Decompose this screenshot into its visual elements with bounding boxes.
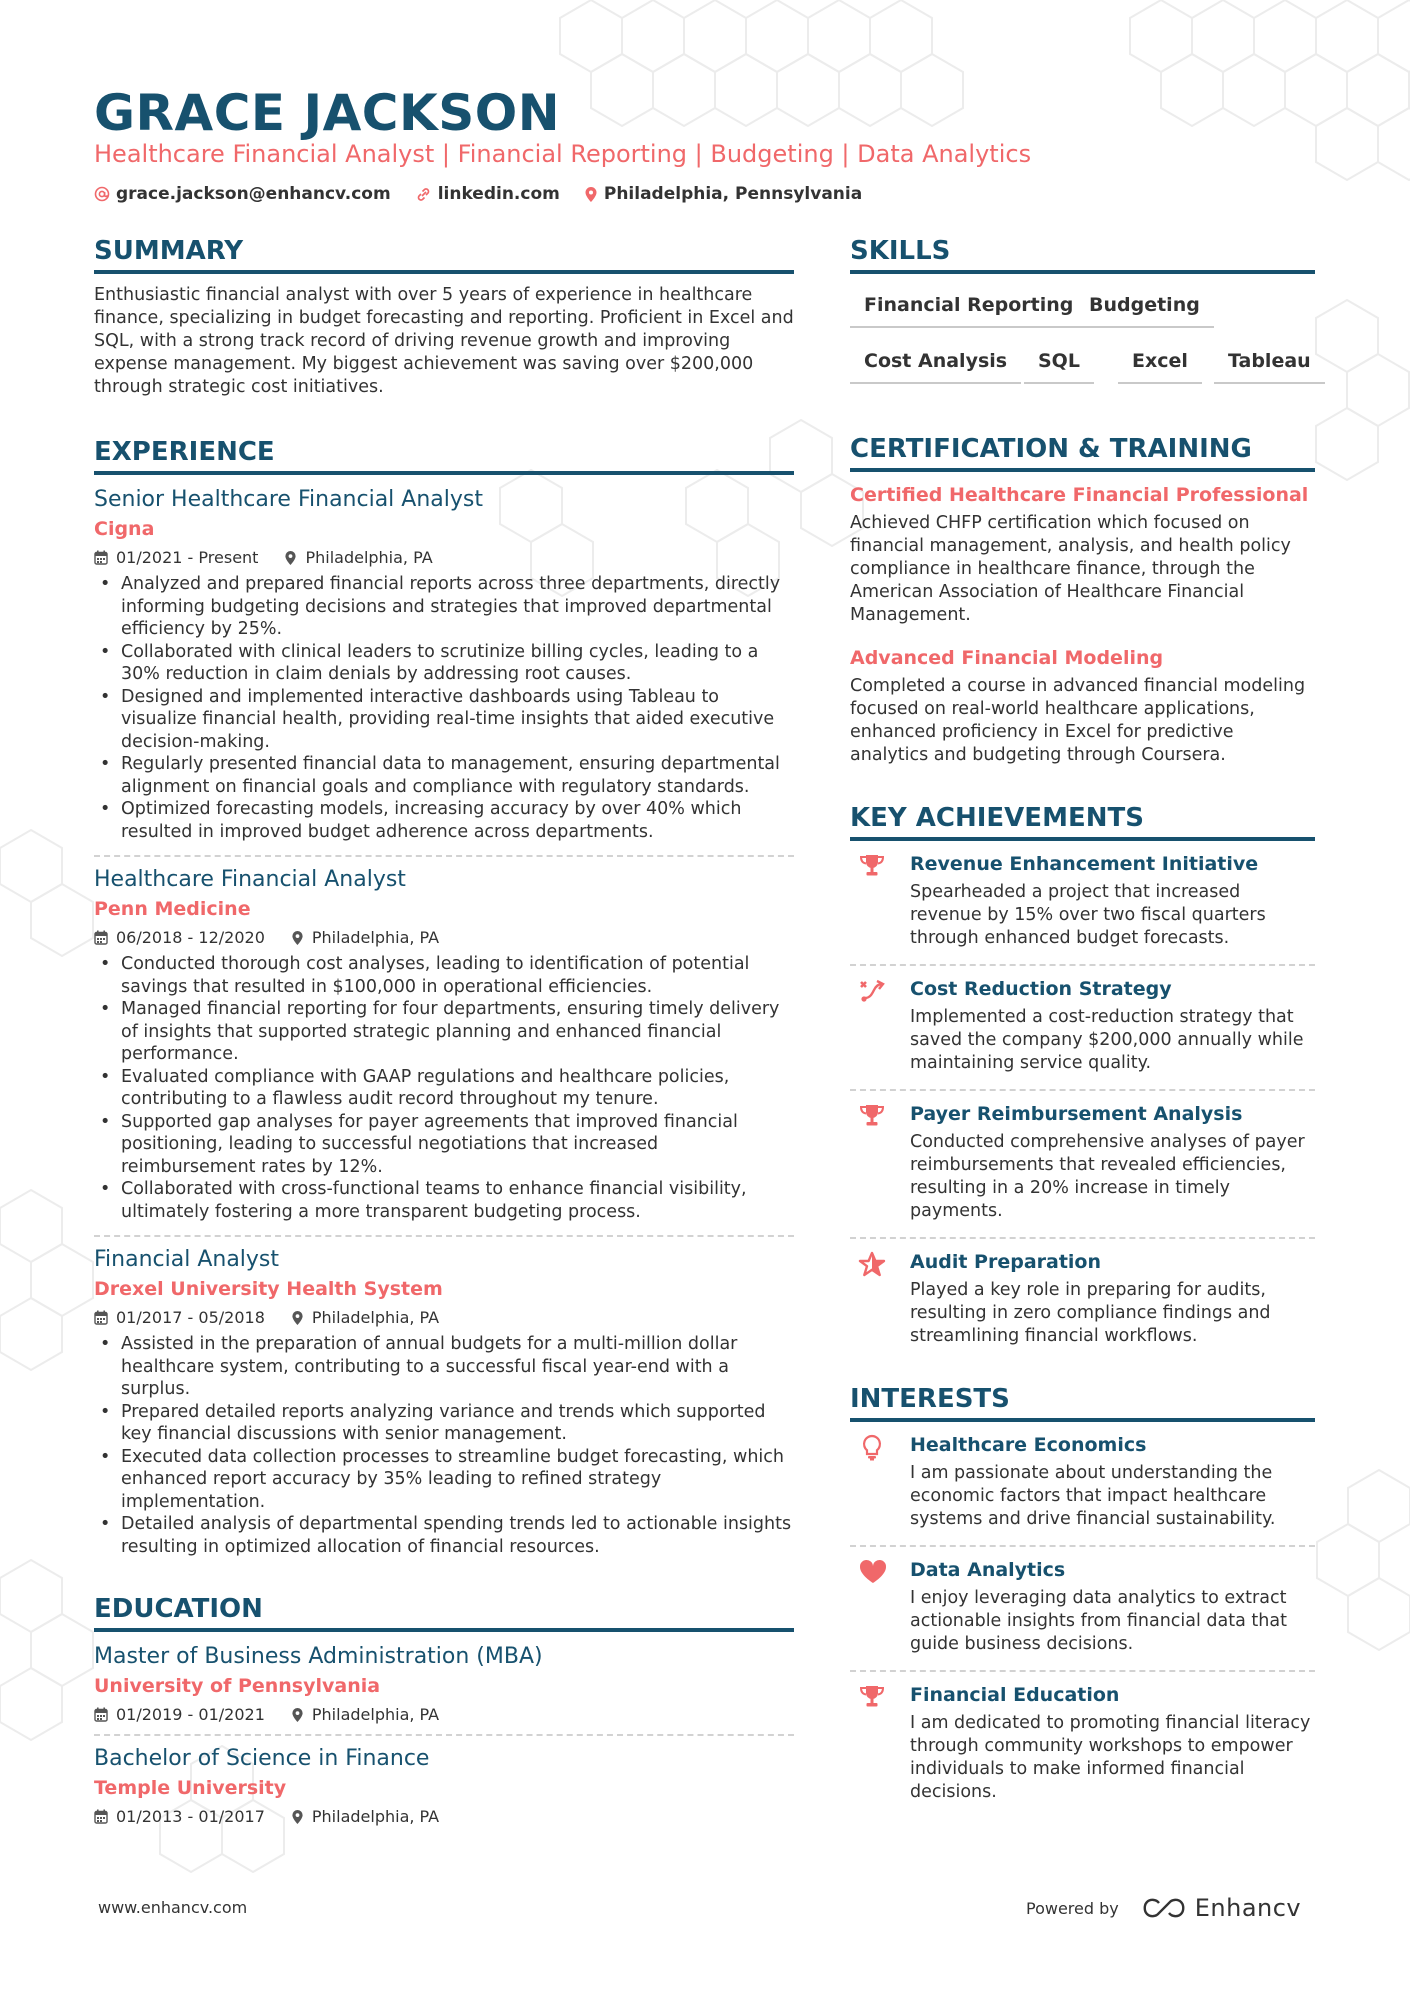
interest-title: Financial Education (910, 1684, 1120, 1706)
education-location: Philadelphia, PA (311, 1807, 440, 1826)
interest-item (850, 1559, 1315, 1656)
list-item: • Assisted in the preparation of annual budgets for a multi-million dollar healthcare system, contributing to a successful fiscal year-end with a surplus. (94, 1333, 794, 1401)
map-pin-icon (584, 186, 598, 203)
job-entry (94, 487, 794, 843)
trophy-icon (858, 853, 886, 879)
strategy-icon (858, 978, 886, 1004)
skills-tags (850, 274, 1315, 384)
degree-title: Bachelor of Science in Finance (94, 1746, 430, 1771)
achievement-item (850, 1103, 1315, 1223)
education-meta (94, 1705, 794, 1724)
certification-description: Completed a course in advanced financial modeling focused on real-world healthcare applications, enhanced proficiency in Excel for predictive analytics and budgeting through Coursera. (850, 676, 1306, 765)
list-item: • Collaborated with clinical leaders to scrutinize billing cycles, leading to a 30% reduction in claim denials by addressing root causes. (94, 641, 794, 686)
interest-item (850, 1684, 1315, 1804)
skill-tag: Financial Reporting (850, 294, 1087, 328)
achievement-title: Revenue Enhancement Initiative (910, 853, 1259, 875)
achievement-description: Conducted comprehensive analyses of payer reimbursements that revealed efficiencies, resulting in a 20% increase in timely payments. (910, 1132, 1305, 1221)
enhancv-logo-icon (1141, 1897, 1187, 1919)
map-pin-icon (284, 550, 297, 566)
list-item: • Managed financial reporting for four departments, ensuring timely delivery of insights that supported strategic planning and enhanced financial performance. (94, 998, 794, 1066)
footer-branding (1026, 1894, 1301, 1922)
interest-description: I am dedicated to promoting financial literacy through community workshops to empower individuals to make informed financial decisions. (910, 1713, 1311, 1802)
company-name: Cigna (94, 518, 155, 540)
achievement-item (850, 978, 1315, 1075)
achievements-section (850, 803, 1315, 1348)
education-heading: EDUCATION (94, 1594, 794, 1632)
divider (94, 855, 794, 857)
map-pin-icon (291, 1310, 304, 1326)
map-pin-icon (291, 1707, 304, 1723)
calendar-icon (94, 1310, 108, 1325)
location-text: Philadelphia, Pennsylvania (603, 184, 863, 204)
summary-text: Enthusiastic financial analyst with over 5 years of experience in healthcare finance, specializing in budget forecasting and reporting. Proficient in Excel and SQL, with a strong track record of driving revenue growth and improving expense management. My biggest achievement was saving over $200,000 through strategic cost initiatives. (94, 285, 794, 397)
skill-tag: Tableau (1214, 350, 1325, 384)
skill-tag: Cost Analysis (850, 350, 1021, 384)
candidate-name: GRACE JACKSON (94, 84, 561, 142)
certification-entry (850, 484, 1315, 627)
achievement-description: Played a key role in preparing for audits, resulting in zero compliance findings and streamlining financial workflows. (910, 1280, 1271, 1346)
interest-item (850, 1434, 1315, 1531)
job-bullets (94, 573, 794, 843)
summary-heading: SUMMARY (94, 236, 794, 274)
list-item: • Regularly presented financial data to management, ensuring departmental alignment on financial goals and compliance with regulatory standards. (94, 753, 794, 798)
job-title: Healthcare Financial Analyst (94, 867, 406, 892)
calendar-icon (94, 550, 108, 565)
job-dates: 01/2017 - 05/2018 (116, 1308, 265, 1327)
interest-title: Healthcare Economics (910, 1434, 1147, 1456)
heart-icon (858, 1559, 888, 1585)
experience-heading: EXPERIENCE (94, 437, 794, 475)
linkedin-text: linkedin.com (437, 184, 560, 204)
achievement-title: Cost Reduction Strategy (910, 978, 1172, 1000)
list-item: • Optimized forecasting models, increasing accuracy by over 40% which resulted in improved budget adherence across departments. (94, 798, 794, 843)
job-title: Financial Analyst (94, 1247, 280, 1272)
job-location: Philadelphia, PA (311, 1308, 440, 1327)
divider (94, 1235, 794, 1237)
map-pin-icon (291, 930, 304, 946)
contact-info (94, 184, 886, 204)
list-item: • Analyzed and prepared financial reports across three departments, directly informing budgeting decisions and strategies that improved departmental efficiency by 25%. (94, 573, 794, 641)
achievement-description: Implemented a cost-reduction strategy that saved the company $200,000 annually while maintaining service quality. (910, 1007, 1304, 1073)
education-entry (94, 1644, 794, 1724)
job-meta (94, 548, 794, 567)
list-item: • Designed and implemented interactive dashboards using Tableau to visualize financial health, providing real-time insights that aided executive decision-making. (94, 686, 794, 754)
calendar-icon (94, 1707, 108, 1722)
email-contact[interactable] (94, 184, 391, 204)
divider (850, 1237, 1315, 1239)
skills-heading: SKILLS (850, 236, 1315, 274)
calendar-icon (94, 930, 108, 945)
calendar-icon (94, 1809, 108, 1824)
divider (94, 1734, 794, 1736)
company-name: Drexel University Health System (94, 1278, 443, 1300)
list-item: • Detailed analysis of departmental spending trends led to actionable insights resulting in optimized allocation of financial resources. (94, 1513, 794, 1558)
certifications-section (850, 434, 1315, 767)
education-dates: 01/2019 - 01/2021 (116, 1705, 265, 1724)
list-item: • Evaluated compliance with GAAP regulations and healthcare policies, contributing to a flawless audit record throughout my tenure. (94, 1066, 794, 1111)
interests-section (850, 1384, 1315, 1804)
interests-heading: INTERESTS (850, 1384, 1315, 1422)
achievement-title: Payer Reimbursement Analysis (910, 1103, 1243, 1125)
job-location: Philadelphia, PA (311, 928, 440, 947)
degree-title: Master of Business Administration (MBA) (94, 1644, 543, 1669)
interest-title: Data Analytics (910, 1559, 1066, 1581)
star-icon (858, 1251, 886, 1278)
list-item: • Executed data collection processes to streamline budget forecasting, which enhanced report accuracy by 35% leading to refined strategy implementation. (94, 1446, 794, 1514)
job-meta (94, 1308, 794, 1327)
company-name: Penn Medicine (94, 898, 251, 920)
powered-by-label: Powered by (1026, 1898, 1119, 1918)
email-text: grace.jackson@enhancv.com (116, 184, 391, 204)
job-dates: 06/2018 - 12/2020 (116, 928, 265, 947)
achievement-item (850, 853, 1315, 950)
achievement-description: Spearheaded a project that increased revenue by 15% over two fiscal quarters through enhanced budget forecasts. (910, 882, 1266, 948)
job-title: Senior Healthcare Financial Analyst (94, 487, 483, 512)
education-entry (94, 1746, 794, 1826)
right-column (850, 236, 1315, 1804)
achievement-item (850, 1251, 1315, 1348)
certification-entry (850, 647, 1315, 767)
divider (850, 1545, 1315, 1547)
job-bullets (94, 953, 794, 1223)
list-item: • Prepared detailed reports analyzing variance and trends which supported key financial discussions with senior management. (94, 1401, 794, 1446)
job-meta (94, 928, 794, 947)
education-dates: 01/2013 - 01/2017 (116, 1807, 265, 1826)
list-item: • Conducted thorough cost analyses, leading to identification of potential savings that resulted in $100,000 in operational efficiencies. (94, 953, 794, 998)
education-location: Philadelphia, PA (311, 1705, 440, 1724)
skill-tag: Budgeting (1075, 294, 1214, 328)
certifications-heading: CERTIFICATION & TRAINING (850, 434, 1315, 472)
map-pin-icon (291, 1809, 304, 1825)
interest-description: I enjoy leveraging data analytics to extract actionable insights from financial data that guide business decisions. (910, 1588, 1287, 1654)
footer-website[interactable]: www.enhancv.com (98, 1898, 248, 1917)
school-name: Temple University (94, 1777, 287, 1799)
education-meta (94, 1807, 794, 1826)
job-bullets (94, 1333, 794, 1558)
divider (850, 964, 1315, 966)
divider (850, 1089, 1315, 1091)
interest-description: I am passionate about understanding the economic factors that impact healthcare systems and drive financial sustainability. (910, 1463, 1276, 1529)
skill-tag: SQL (1024, 350, 1094, 384)
job-dates: 01/2021 - Present (116, 548, 259, 567)
job-entry (94, 1247, 794, 1558)
at-icon (94, 186, 110, 202)
trophy-icon (858, 1684, 886, 1710)
achievements-heading: KEY ACHIEVEMENTS (850, 803, 1315, 841)
divider (850, 1670, 1315, 1672)
headline-tagline: Healthcare Financial Analyst | Financial Reporting | Budgeting | Data Analytics (94, 140, 1032, 168)
trophy-icon (858, 1103, 886, 1129)
job-entry (94, 867, 794, 1223)
left-column (94, 236, 794, 1826)
lightbulb-icon (858, 1434, 886, 1462)
job-location: Philadelphia, PA (305, 548, 433, 567)
skill-tag: Excel (1118, 350, 1202, 384)
summary-section (94, 236, 794, 399)
certification-title: Advanced Financial Modeling (850, 647, 1164, 669)
location-contact (584, 184, 862, 204)
list-item: • Collaborated with cross-functional teams to enhance financial visibility, ultimately fostering a more transparent budgeting process. (94, 1178, 794, 1223)
list-item: • Supported gap analyses for payer agreements that improved financial positioning, leading to successful negotiations that increased reimbursement rates by 12%. (94, 1111, 794, 1179)
brand-name[interactable]: Enhancv (1194, 1894, 1302, 1922)
certification-description: Achieved CHFP certification which focused on financial management, analysis, and health policy compliance in healthcare finance, through the American Association of Healthcare Financial Management. (850, 513, 1291, 625)
certification-title: Certified Healthcare Financial Professional (850, 484, 1309, 506)
skills-section (850, 236, 1315, 384)
experience-section (94, 437, 794, 1558)
achievement-title: Audit Preparation (910, 1251, 1102, 1273)
school-name: University of Pennsylvania (94, 1675, 381, 1697)
link-icon (415, 186, 432, 203)
linkedin-contact[interactable] (415, 184, 560, 204)
education-section (94, 1594, 794, 1826)
